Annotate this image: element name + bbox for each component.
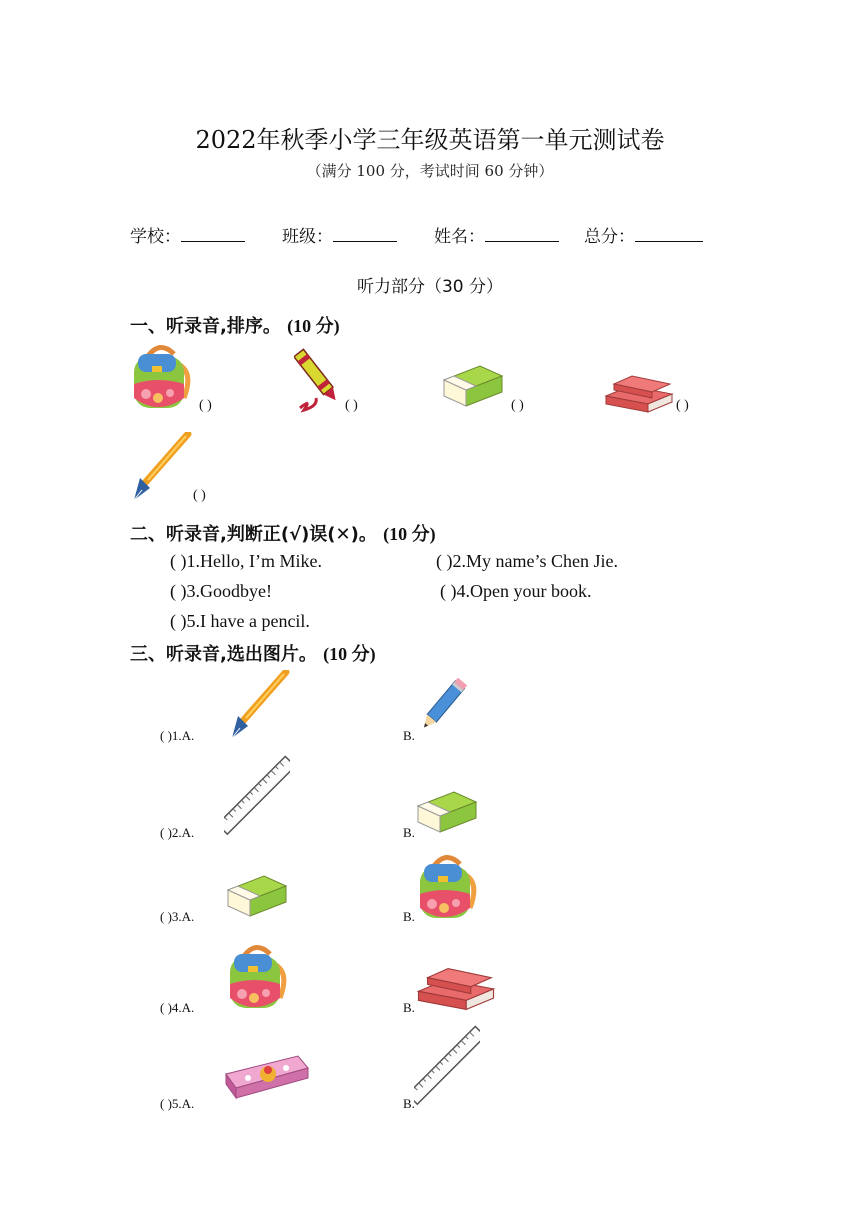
section3-points: (10 分) xyxy=(323,644,376,664)
section1-blank-3[interactable]: ( ) xyxy=(511,398,524,413)
statement-2[interactable]: ( )2.My name’s Chen Jie. xyxy=(436,551,618,571)
school-blank[interactable] xyxy=(181,225,245,242)
statement-5[interactable]: ( )5.I have a pencil. xyxy=(170,611,310,631)
statement-4[interactable]: ( )4.Open your book. xyxy=(440,581,592,601)
crayon-icon xyxy=(294,344,344,414)
q5-label-b[interactable]: B. xyxy=(403,1096,415,1111)
section1-blank-2[interactable]: ( ) xyxy=(345,398,358,413)
q1-label-b[interactable]: B. xyxy=(403,728,415,743)
listening-part-title: 听力部分（30 分） xyxy=(356,277,504,297)
schoolbag-icon xyxy=(224,942,288,1012)
books-icon xyxy=(604,372,674,416)
class-field xyxy=(282,222,397,247)
page-subtitle: （满分 100 分，考试时间 60 分钟） xyxy=(306,162,554,180)
pen-icon xyxy=(128,432,192,502)
pencil-icon xyxy=(414,674,470,738)
section3-title xyxy=(130,640,376,666)
section3-title-text: 三、听录音,选出图片。 xyxy=(130,644,317,665)
q3-label-b[interactable]: B. xyxy=(403,909,415,924)
q4-label-a[interactable]: ( )4.A. xyxy=(160,1000,195,1015)
schoolbag-icon xyxy=(128,342,192,412)
q5-label-a[interactable]: ( )5.A. xyxy=(160,1096,195,1111)
class-label: 班级： xyxy=(282,227,333,247)
schoolbag-icon xyxy=(414,852,478,922)
books-icon xyxy=(414,964,498,1014)
statement-1[interactable]: ( )1.Hello, I’m Mike. xyxy=(170,551,322,571)
name-field xyxy=(434,222,559,247)
section1-points: (10 分) xyxy=(287,316,340,336)
eraser-icon xyxy=(440,358,506,410)
total-blank[interactable] xyxy=(635,225,703,242)
section2-title xyxy=(130,520,436,546)
pencil-box-icon xyxy=(224,1052,310,1102)
eraser-icon xyxy=(414,784,480,836)
section1-blank-5[interactable]: ( ) xyxy=(193,488,206,503)
statement-3[interactable]: ( )3.Goodbye! xyxy=(170,581,272,601)
school-field xyxy=(130,222,245,247)
section1-title-text: 一、听录音,排序。 xyxy=(130,316,281,337)
name-label: 姓名： xyxy=(434,227,485,247)
q4-label-b[interactable]: B. xyxy=(403,1000,415,1015)
class-blank[interactable] xyxy=(333,225,397,242)
q3-label-a[interactable]: ( )3.A. xyxy=(160,909,195,924)
section2-points: (10 分) xyxy=(383,524,436,544)
page-title: 2022年秋季小学三年级英语第一单元测试卷 xyxy=(195,126,665,154)
total-field xyxy=(584,222,703,247)
section2-title-text: 二、听录音,判断正(√)误(✕)。 xyxy=(130,524,377,545)
name-blank[interactable] xyxy=(485,225,559,242)
q2-label-a[interactable]: ( )2.A. xyxy=(160,825,195,840)
school-label: 学校： xyxy=(130,227,181,247)
ruler-icon xyxy=(414,1024,480,1108)
eraser-icon xyxy=(224,868,290,920)
section1-blank-4[interactable]: ( ) xyxy=(676,398,689,413)
q2-label-b[interactable]: B. xyxy=(403,825,415,840)
ruler-icon xyxy=(224,754,290,838)
pen-icon xyxy=(226,670,290,740)
section1-blank-1[interactable]: ( ) xyxy=(199,398,212,413)
total-label: 总分： xyxy=(584,227,635,247)
q1-label-a[interactable]: ( )1.A. xyxy=(160,728,195,743)
section1-title xyxy=(130,312,340,338)
